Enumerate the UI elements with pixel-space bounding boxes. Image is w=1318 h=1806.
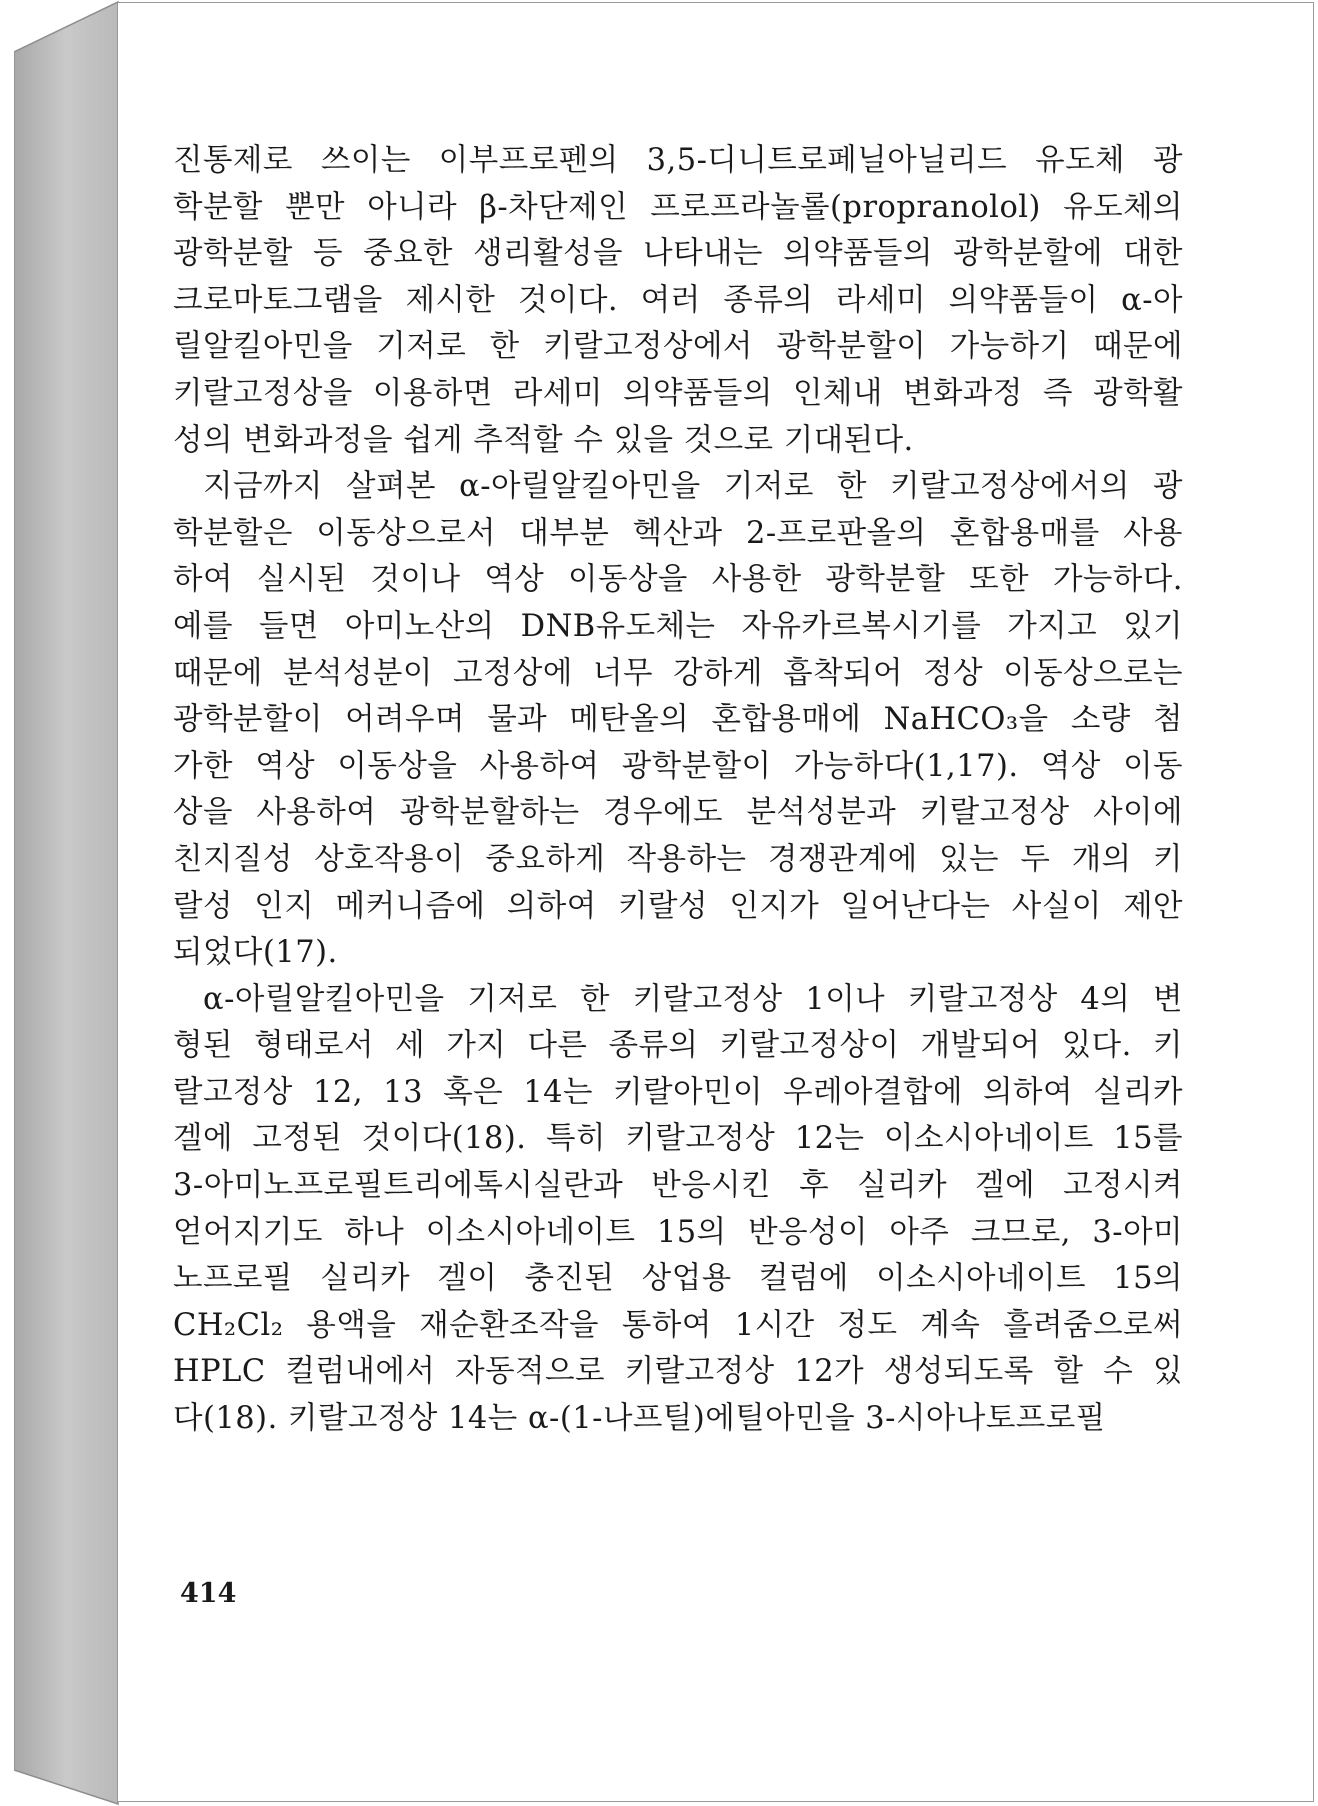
text-line: HPLC 컬럼내에서 자동적으로 키랄고정상 12가 생성되도록 할 수 있 bbox=[173, 1354, 1183, 1390]
text-line: 광학분할 등 중요한 생리활성을 나타내는 의약품들의 광학분할에 대한 bbox=[173, 236, 1183, 272]
book-spine bbox=[14, 0, 120, 1806]
text-line: 하여 실시된 것이나 역상 이동상을 사용한 광학분할 또한 가능하다. bbox=[173, 562, 1183, 598]
paragraph bbox=[173, 977, 1183, 1443]
text-line: 지금까지 살펴본 α-아릴알킬아민을 기저로 한 키랄고정상에서의 광 bbox=[203, 469, 1183, 505]
text-line: 광학분할이 어려우며 물과 메탄올의 혼합용매에 NaHCO₃을 소량 첨 bbox=[173, 702, 1183, 738]
text-line: 랄성 인지 메커니즘에 의하여 키랄성 인지가 일어난다는 사실이 제안 bbox=[173, 888, 1183, 924]
text-line: 성의 변화과정을 쉽게 추적할 수 있을 것으로 기대된다. bbox=[173, 422, 914, 458]
text-line: 되었다(17). bbox=[173, 935, 338, 971]
text-line: 학분할은 이동상으로서 대부분 헥산과 2-프로판올의 혼합용매를 사용 bbox=[173, 515, 1183, 551]
text-line: 노프로필 실리카 겔이 충진된 상업용 컬럼에 이소시아네이트 15의 bbox=[173, 1261, 1183, 1297]
text-line: CH₂Cl₂ 용액을 재순환조작을 통하여 1시간 정도 계속 흘려줌으로써 bbox=[173, 1307, 1183, 1343]
body-text bbox=[173, 138, 1183, 1443]
paragraph bbox=[173, 138, 1183, 464]
page-number: 414 bbox=[180, 1578, 237, 1609]
text-line: α-아릴알킬아민을 기저로 한 키랄고정상 1이나 키랄고정상 4의 변 bbox=[203, 981, 1183, 1017]
text-line: 얻어지기도 하나 이소시아네이트 15의 반응성이 아주 크므로, 3-아미 bbox=[173, 1214, 1183, 1250]
text-line: 랄고정상 12, 13 혹은 14는 키랄아민이 우레아결합에 의하여 실리카 bbox=[173, 1074, 1183, 1110]
text-line: 겔에 고정된 것이다(18). 특히 키랄고정상 12는 이소시아네이트 15를 bbox=[173, 1121, 1183, 1157]
text-line: 3-아미노프로필트리에톡시실란과 반응시킨 후 실리카 겔에 고정시켜 bbox=[173, 1168, 1183, 1204]
text-line: 상을 사용하여 광학분할하는 경우에도 분석성분과 키랄고정상 사이에 bbox=[173, 795, 1183, 831]
paragraph bbox=[173, 464, 1183, 977]
text-line: 릴알킬아민을 기저로 한 키랄고정상에서 광학분할이 가능하기 때문에 bbox=[173, 329, 1183, 365]
text-line: 진통제로 쓰이는 이부프로펜의 3,5-디니트로페닐아닐리드 유도체 광 bbox=[173, 143, 1183, 178]
text-line: 학분할 뿐만 아니라 β-차단제인 프로프라놀롤(propranolol) 유도체의 bbox=[173, 189, 1183, 225]
text-line: 키랄고정상을 이용하면 라세미 의약품들의 인체내 변화과정 즉 광학활 bbox=[173, 375, 1183, 411]
text-line: 다(18). 키랄고정상 14는 α-(1-나프틸)에틸아민을 3-시아나토프로필 bbox=[173, 1401, 1106, 1437]
text-line: 때문에 분석성분이 고정상에 너무 강하게 흡착되어 정상 이동상으로는 bbox=[173, 655, 1183, 691]
text-line: 크로마토그램을 제시한 것이다. 여러 종류의 라세미 의약품들이 α-아 bbox=[173, 282, 1183, 318]
text-line: 형된 형태로서 세 가지 다른 종류의 키랄고정상이 개발되어 있다. 키 bbox=[173, 1028, 1183, 1064]
text-line: 예를 들면 아미노산의 DNB유도체는 자유카르복시기를 가지고 있기 bbox=[173, 608, 1183, 644]
text-line: 친지질성 상호작용이 중요하게 작용하는 경쟁관계에 있는 두 개의 키 bbox=[173, 841, 1183, 877]
text-line: 가한 역상 이동상을 사용하여 광학분할이 가능하다(1,17). 역상 이동 bbox=[173, 748, 1183, 784]
